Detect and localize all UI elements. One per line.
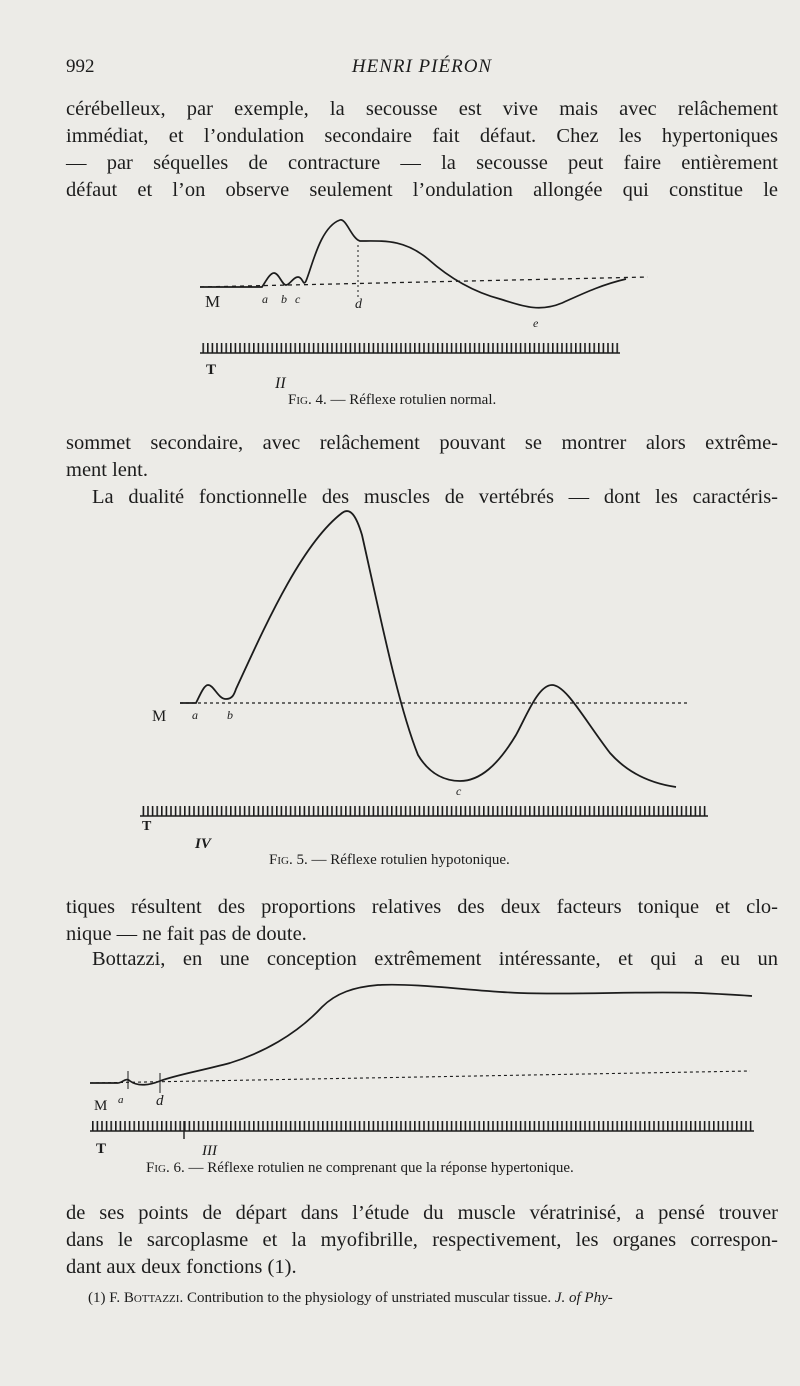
reflex-curve: [90, 985, 752, 1085]
footnote-journal: J. of Phy-: [554, 1290, 613, 1306]
paragraph-2: [66, 430, 778, 484]
label-d: d: [355, 297, 362, 312]
label-a: a: [118, 1094, 124, 1106]
text-line: ment lent.: [66, 459, 148, 481]
label-roman: III: [202, 1143, 217, 1159]
text-line: tiques résultent des proportions relatives des deux facteurs tonique et clo-: [66, 896, 778, 918]
figure-4-caption-label: Fig. 4.: [288, 392, 327, 408]
label-a: a: [262, 292, 268, 306]
figure-5-caption: [269, 852, 510, 869]
paragraph-4-continued: [66, 1200, 778, 1281]
label-m: M: [205, 292, 221, 311]
figure-6-caption-label: Fig. 6.: [146, 1160, 185, 1176]
reflex-curve: [180, 511, 676, 787]
page-number: 992: [66, 56, 95, 77]
label-d: d: [156, 1093, 164, 1109]
text-line: défaut et l’on observe seulement l’ondulation allongée qui constitue le: [66, 179, 778, 201]
footnote-marker: (1): [88, 1290, 110, 1306]
text-line: de ses points de départ dans l’étude du muscle vératrinisé, a pensé trouver: [66, 1202, 778, 1224]
figure-4-curve: [0, 215, 800, 392]
label-roman: II: [275, 375, 286, 392]
label-b: b: [281, 292, 287, 306]
label-t: T: [206, 362, 217, 378]
figure-5-caption-label: Fig. 5.: [269, 852, 308, 868]
label-a: a: [192, 708, 198, 722]
figure-5-curve: [0, 505, 800, 850]
label-c: c: [295, 292, 301, 306]
figure-6-curve: [0, 975, 800, 1160]
figure-6-caption-text: — Réflexe rotulien ne comprenant que la réponse hypertonique.: [184, 1160, 574, 1176]
text-line: dant aux deux fonctions (1).: [66, 1256, 297, 1278]
text-line: sommet secondaire, avec relâchement pouvant se montrer alors extrême-: [66, 432, 778, 454]
text-line: immédiat, et l’ondulation secondaire fait défaut. Chez les hypertoniques: [66, 125, 778, 147]
footnote-author: F. Bottazzi.: [109, 1290, 184, 1306]
text-line: cérébelleux, par exemple, la secousse est vive mais avec relâchement: [66, 98, 778, 120]
figure-6-caption: [146, 1160, 574, 1177]
footnote: [88, 1290, 613, 1307]
label-m: M: [94, 1098, 108, 1114]
text-line: La dualité fonctionnelle des muscles de vertébrés — dont les caractéris-: [92, 486, 778, 508]
label-roman: IV: [195, 836, 211, 852]
page-header: [66, 56, 778, 86]
text-line: Bottazzi, en une conception extrêmement intéressante, et qui a eu un: [92, 948, 778, 970]
running-title: HENRI PIÉRON: [351, 56, 493, 77]
footnote-title: Contribution to the physiology of unstriated muscular tissue.: [183, 1290, 555, 1306]
label-t: T: [142, 819, 152, 834]
paragraph-4: [66, 946, 778, 973]
label-t: T: [96, 1141, 107, 1157]
figure-4-caption: [288, 392, 496, 409]
paragraph-1: [66, 96, 778, 204]
figure-5-caption-text: — Réflexe rotulien hypotonique.: [307, 852, 510, 868]
text-line: dans le sarcoplasme et la myofibrille, respectivement, les organes correspon-: [66, 1229, 778, 1251]
figure-4-caption-text: — Réflexe rotulien normal.: [326, 392, 497, 408]
text-line: nique — ne fait pas de doute.: [66, 923, 307, 945]
label-b: b: [227, 708, 233, 722]
label-c: c: [456, 784, 462, 798]
label-m: M: [152, 708, 167, 725]
time-scale: [140, 806, 708, 816]
text-line: — par séquelles de contracture — la secousse peut faire entièrement: [66, 152, 778, 174]
time-scale: [90, 1121, 754, 1131]
paragraph-3-continued: [66, 894, 778, 948]
time-scale: [200, 343, 620, 353]
label-e: e: [533, 316, 539, 330]
